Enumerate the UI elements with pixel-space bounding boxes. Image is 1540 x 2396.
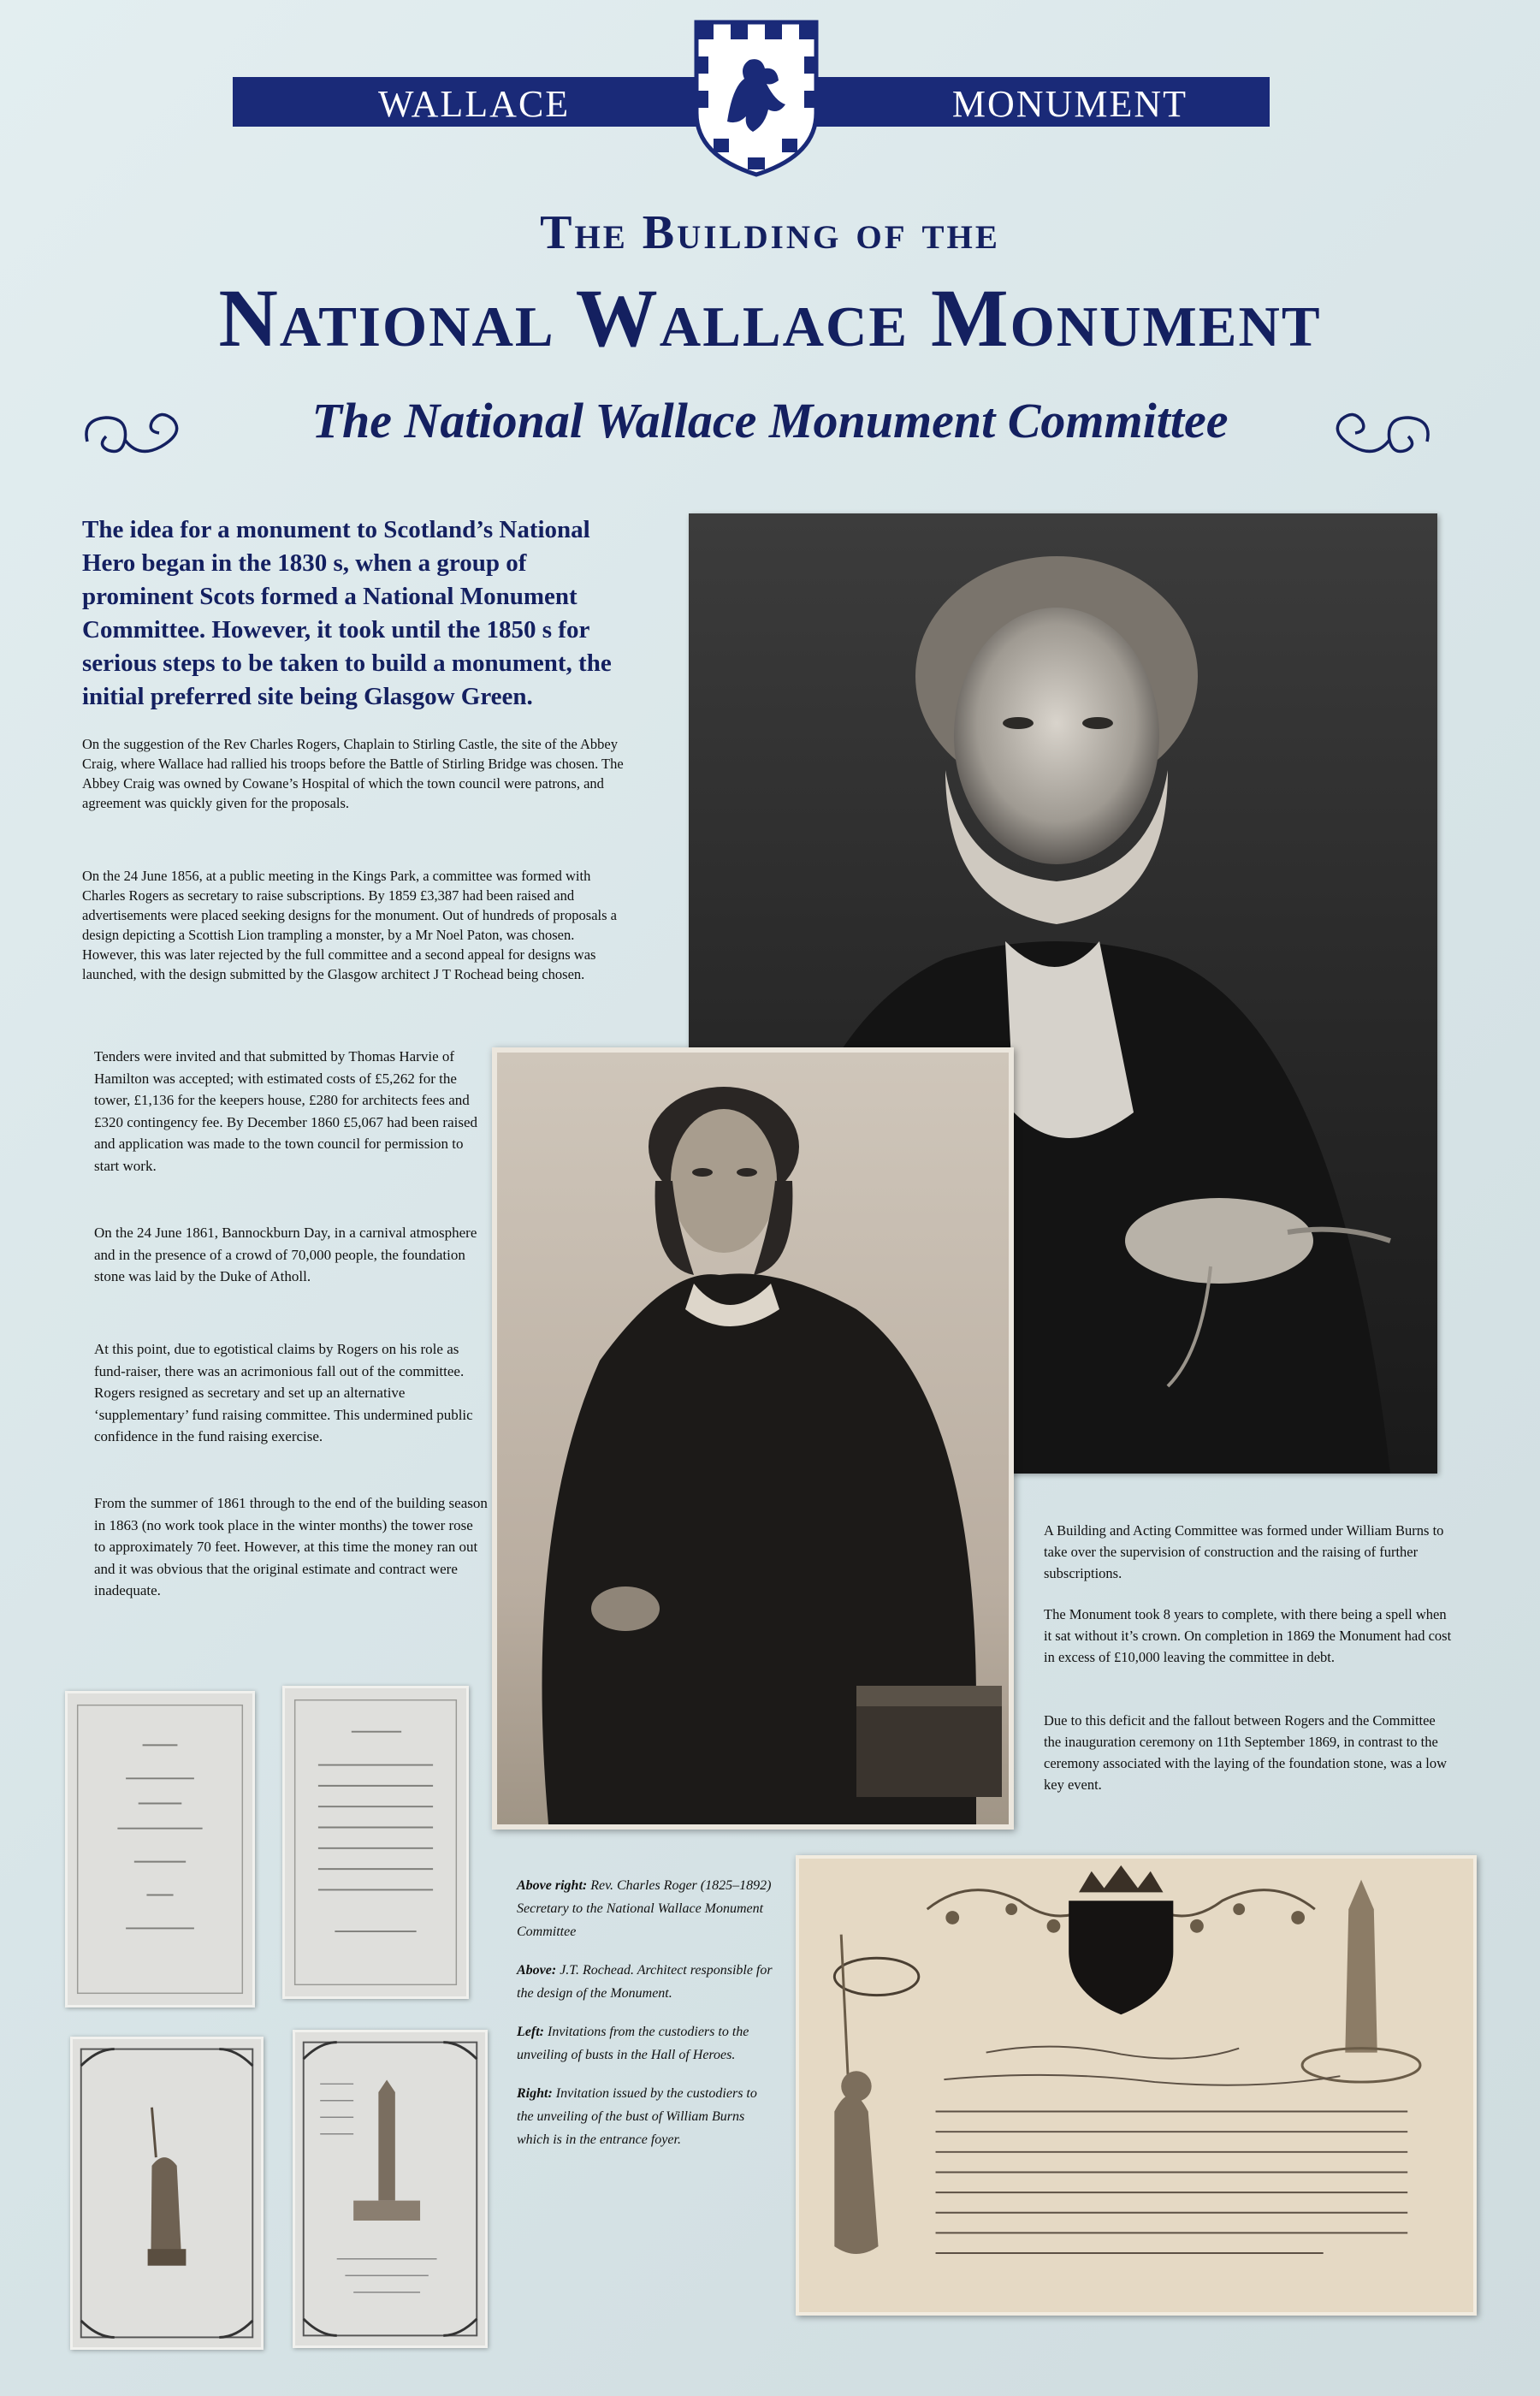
page-title-line1: The Building of the	[540, 206, 1000, 259]
caption-right	[517, 2082, 773, 2151]
lion-crest-icon	[693, 19, 820, 178]
right-swirl-icon	[1316, 402, 1436, 464]
caption-above-right	[517, 1874, 773, 1943]
paragraph-construction-halt: From the summer of 1861 through to the end of the building season in 1863 (no work took place in the winter months) the tower rose to approximately 70 feet. However, at this time the money ran out and it was obvious that the original estimate and contract were inadequate.	[94, 1495, 488, 1598]
caption-text: Invitations from the custodiers to the unveiling of busts in the Hall of Heroes.	[517, 2025, 749, 2062]
intro-paragraph: The idea for a monument to Scotland’s National Hero began in the 1830 s, when a group of prominent Scots formed a National Monument Committee. However, it took until the 1850 s for serious steps to be taken to build a monument, the initial preferred site being Glasgow Green.	[82, 516, 612, 710]
paragraph-foundation-stone: On the 24 June 1861, Bannockburn Day, in a carnival atmosphere and in the presence of a crowd of 70,000 people, the foundation stone was laid by the Duke of Atholl.	[94, 1225, 477, 1284]
banner-left-word: WALLACE	[378, 83, 571, 125]
paragraph-inauguration: Due to this deficit and the fallout between Rogers and the Committee the inauguration ceremony on 11th September 1869, in contrast to the ceremony associated with the laying of the foundation stone, was a low key event.	[1044, 1712, 1448, 1793]
invitation-certificate	[796, 1855, 1477, 2316]
paragraph-rogers-dispute: At this point, due to egotistical claims by Rogers on his role as fund-raiser, there was an acrimonious fall out of the committee. Rogers resigned as secretary and set up an alternative ‘supplementary’ fund raising committee. This undermined public confidence in the fund raising exercise.	[94, 1341, 473, 1444]
caption-above	[517, 1959, 773, 2005]
caption-left	[517, 2020, 773, 2067]
photo-captions	[517, 1874, 773, 2167]
page-subtitle: The National Wallace Monument Committee	[311, 393, 1229, 448]
paragraph-completion: The Monument took 8 years to complete, with there being a spell when it sat without it’s crown. On completion in 1869 the Monument had cost in excess of £10,000 leaving the committee in debt.	[1044, 1606, 1452, 1665]
caption-label: Above:	[517, 1963, 557, 1978]
banner-right-word: MONUMENT	[951, 83, 1188, 125]
caption-text: Rev. Charles Roger (1825–1892) Secretary to the National Wallace Monument Committee	[517, 1878, 772, 1939]
caption-label: Above right:	[517, 1878, 588, 1893]
invitation-card-wallace-statue	[70, 2037, 264, 2350]
paragraph-site-choice: On the suggestion of the Rev Charles Rogers, Chaplain to Stirling Castle, the site of the Abbey Craig, where Wallace had rallied his troops before the Battle of Stirling Bridge was chosen. The Abbey Craig was owned by Cowane’s Hospital of which the town council were patrons, and agreement was quickly given for the proposals.	[82, 736, 624, 811]
portrait-jt-rochead	[492, 1047, 1014, 1830]
paragraph-building-committee: A Building and Acting Committee was formed under William Burns to take over the supervision of construction and the raising of further subscriptions.	[1044, 1522, 1444, 1581]
caption-text: J.T. Rochead. Architect responsible for the design of the Monument.	[517, 1963, 773, 2001]
caption-label: Left:	[517, 2025, 544, 2039]
page-title-line2: National Wallace Monument	[218, 272, 1322, 364]
caption-text: Invitation issued by the custodiers to the unveiling of the bust of William Burns which is in the entrance foyer.	[517, 2086, 757, 2147]
paragraph-tenders: Tenders were invited and that submitted by Thomas Harvie of Hamilton was accepted; with estimated costs of £5,262 for the tower, £1,136 for the keepers house, £280 for architects fees and £320 contingency fee. By December 1860 £5,067 had been raised and application was made to the town council for permission to start work.	[94, 1048, 477, 1174]
invitation-card-monument	[293, 2030, 488, 2348]
invitation-card-1	[65, 1691, 255, 2008]
caption-label: Right:	[517, 2086, 553, 2101]
invitation-card-2	[282, 1686, 469, 1999]
paragraph-committee-formed: On the 24 June 1856, at a public meeting in the Kings Park, a committee was formed with Charles Rogers as secretary to raise subscriptions. By 1859 £3,387 had been raised and advertisements were placed seeking designs for the monument. Out of hundreds of proposals a design depicting a Scottish Lion trampling a monster, by a Mr Noel Paton, was chosen. However, this was later rejected by the full committee and a second appeal for designs was launched, with the design submitted by the Glasgow architect J T Rochead being chosen.	[82, 868, 618, 982]
